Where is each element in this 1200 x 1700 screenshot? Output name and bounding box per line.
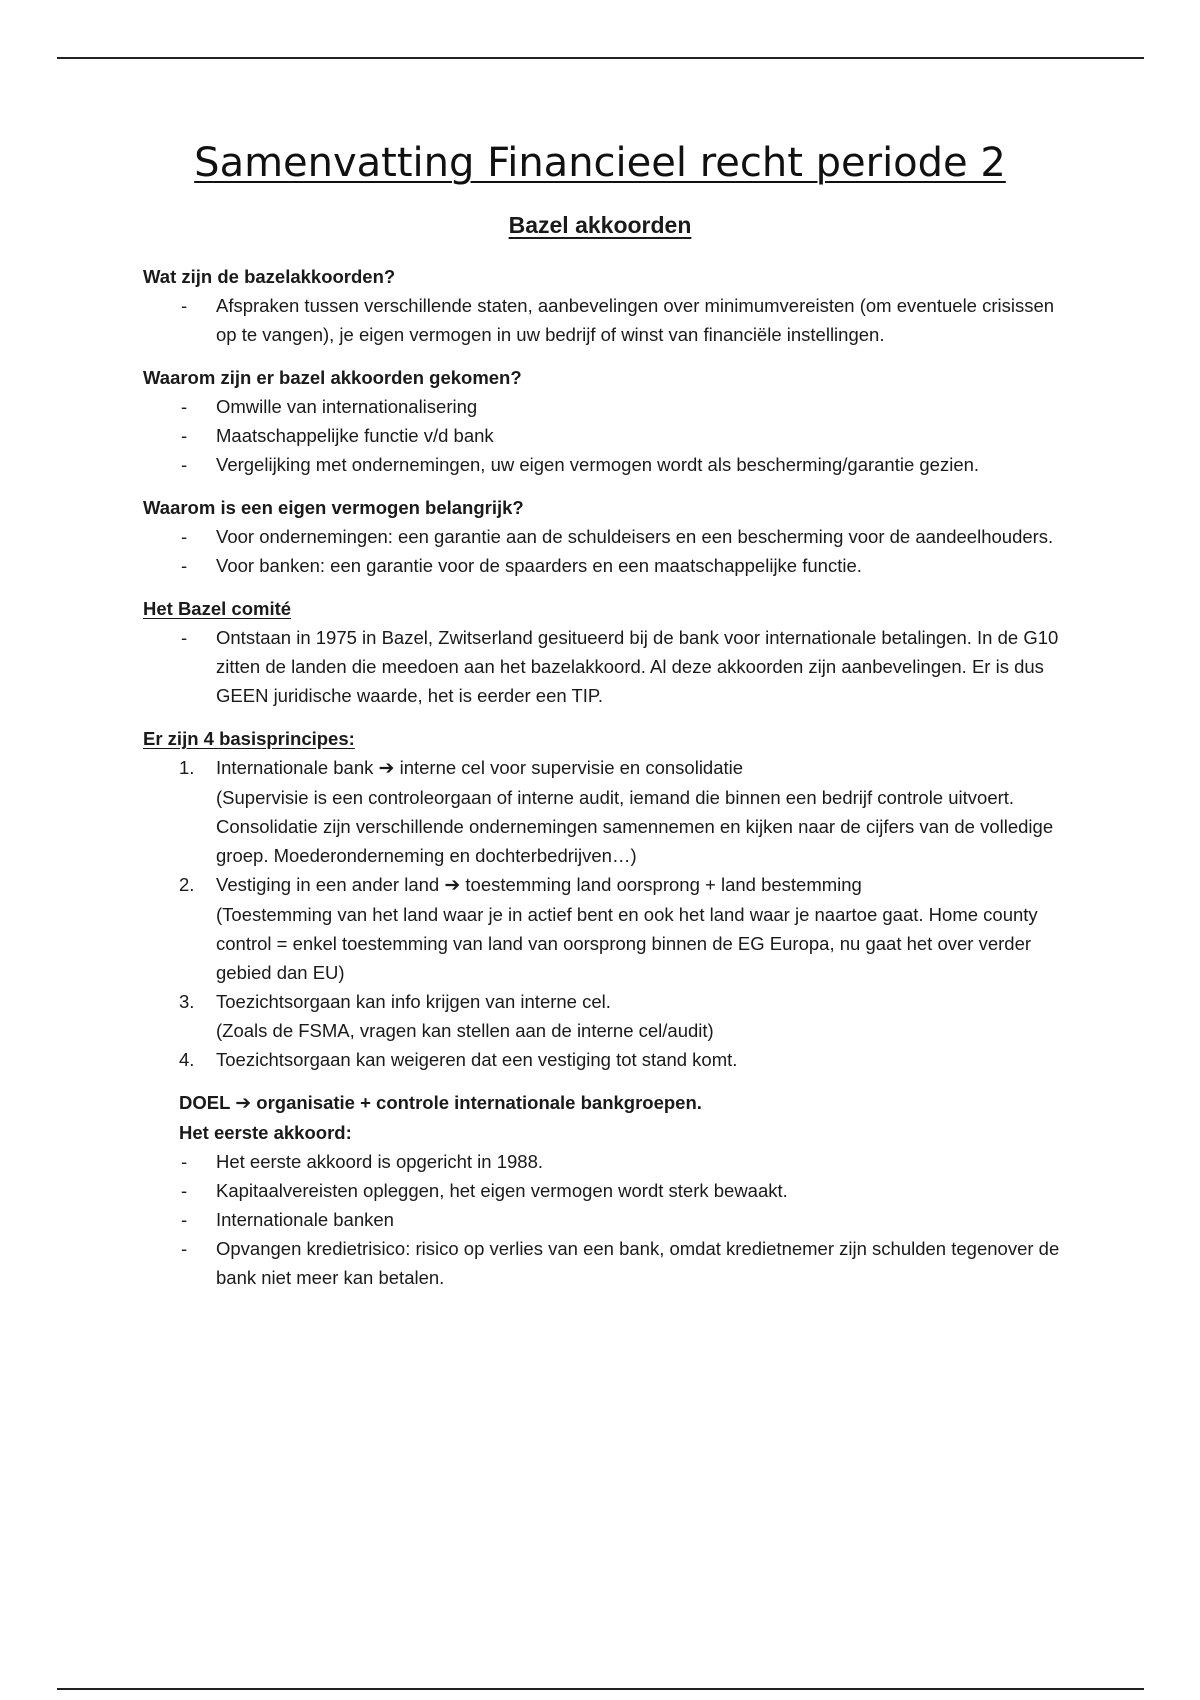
bullet-list xyxy=(143,623,1063,710)
dash-bullet: - xyxy=(181,1209,188,1230)
top-rule xyxy=(57,57,1144,59)
item-number: 1. xyxy=(179,757,195,778)
list-item: - Afspraken tussen verschillende staten, aanbevelingen over minimumvereisten (om eventuele crisissen op te vangen), je eigen vermogen in uw bedrijf of winst van financiële instellingen. xyxy=(143,291,1063,349)
list-item: - Opvangen kredietrisico: risico op verlies van een bank, omdat kredietnemer zijn schulden tegenover de bank niet meer kan betalen. xyxy=(143,1234,1063,1292)
arrow-right-icon: ➔ xyxy=(378,757,395,779)
list-item: - Het eerste akkoord is opgericht in 1988. xyxy=(143,1147,1063,1176)
dash-bullet: - xyxy=(181,1180,188,1201)
list-item: - Internationale banken xyxy=(143,1205,1063,1234)
principle-item: 4. Toezichtsorgaan kan weigeren dat een vestiging tot stand komt. xyxy=(143,1045,1063,1074)
dash-bullet: - xyxy=(181,526,188,547)
document-body xyxy=(143,262,1063,1306)
principle-item: 2. Vestiging in een ander land ➔ toestemming land oorsprong + land bestemming (Toestemming van het land waar je in actief bent en ook het land waar je naartoe gaat. Home county control = enkel toestemming van land van oorsprong binnen de EG Europa, nu gaat het over verder gebied dan EU) xyxy=(143,870,1063,987)
bullet-list xyxy=(143,1147,1063,1292)
arrow-right-icon: ➔ xyxy=(235,1092,252,1114)
dash-bullet: - xyxy=(181,454,188,475)
dash-bullet: - xyxy=(181,1238,188,1259)
list-item: - Vergelijking met ondernemingen, uw eigen vermogen wordt als bescherming/garantie gezien. xyxy=(143,450,1063,479)
question-heading: Waarom is een eigen vermogen belangrijk? xyxy=(143,497,524,518)
principle-item: 3. Toezichtsorgaan kan info krijgen van interne cel. (Zoals de FSMA, vragen kan stellen aan de interne cel/audit) xyxy=(143,987,1063,1045)
item-number: 3. xyxy=(179,991,195,1012)
dash-bullet: - xyxy=(181,555,188,576)
dash-bullet: - xyxy=(181,1151,188,1172)
item-number: 4. xyxy=(179,1049,195,1070)
item-number: 2. xyxy=(179,874,195,895)
question-heading: Waarom zijn er bazel akkoorden gekomen? xyxy=(143,367,522,388)
list-item: - Kapitaalvereisten opleggen, het eigen vermogen wordt sterk bewaakt. xyxy=(143,1176,1063,1205)
list-item: - Omwille van internationalisering xyxy=(143,392,1063,421)
bullet-list xyxy=(143,392,1063,479)
principle-item: 1. Internationale bank ➔ interne cel voor supervisie en consolidatie (Supervisie is een controleorgaan of interne audit, iemand die binnen een bedrijf controle uitvoert. Consolidatie zijn verschillende ondernemingen samennemen en kijken naar de cijfers van de volledige groep. Moederonderneming en dochterbedrijven…) xyxy=(143,753,1063,870)
item-detail: (Zoals de FSMA, vragen kan stellen aan de interne cel/audit) xyxy=(216,1020,714,1041)
goal-text: organisatie + controle internationale bankgroepen. xyxy=(256,1092,702,1113)
bullet-list xyxy=(143,291,1063,349)
dash-bullet: - xyxy=(181,425,188,446)
principles-list xyxy=(143,753,1063,1074)
list-item: - Voor banken: een garantie voor de spaarders en een maatschappelijke functie. xyxy=(143,551,1063,580)
list-item: - Voor ondernemingen: een garantie aan de schuldeisers en een bescherming voor de aandeelhouders. xyxy=(143,522,1063,551)
dash-bullet: - xyxy=(181,627,188,648)
goal-label: DOEL xyxy=(179,1092,231,1113)
principles-heading: Er zijn 4 basisprincipes: xyxy=(143,728,355,749)
first-accord-heading: Het eerste akkoord: xyxy=(179,1122,352,1143)
section-title: Bazel akkoorden xyxy=(508,212,692,238)
dash-bullet: - xyxy=(181,396,188,417)
goal-line xyxy=(143,1088,1063,1118)
question-heading: Wat zijn de bazelakkoorden? xyxy=(143,266,396,287)
bullet-list xyxy=(143,522,1063,580)
page-title: Samenvatting Financieel recht periode 2 xyxy=(194,140,1006,186)
comite-heading: Het Bazel comité xyxy=(143,598,292,619)
dash-bullet: - xyxy=(181,295,188,316)
arrow-right-icon: ➔ xyxy=(444,874,461,896)
item-detail: (Supervisie is een controleorgaan of interne audit, iemand die binnen een bedrijf controle uitvoert. Consolidatie zijn verschillende ondernemingen samennemen en kijken naar de cijfers van de volledige groep. Moederonderneming en dochterbedrijven…) xyxy=(216,787,1054,866)
list-item: - Ontstaan in 1975 in Bazel, Zwitserland gesitueerd bij de bank voor internationale betalingen. In de G10 zitten de landen die meedoen aan het bazelakkoord. Al deze akkoorden zijn aanbevelingen. Er is dus GEEN juridische waarde, het is eerder een TIP. xyxy=(143,623,1063,710)
item-detail: (Toestemming van het land waar je in actief bent en ook het land waar je naartoe gaat. Home county control = enkel toestemming van land van oorsprong binnen de EG Europa, nu gaat het over verder gebied dan EU) xyxy=(216,904,1038,983)
list-item: - Maatschappelijke functie v/d bank xyxy=(143,421,1063,450)
bottom-rule xyxy=(57,1688,1144,1690)
